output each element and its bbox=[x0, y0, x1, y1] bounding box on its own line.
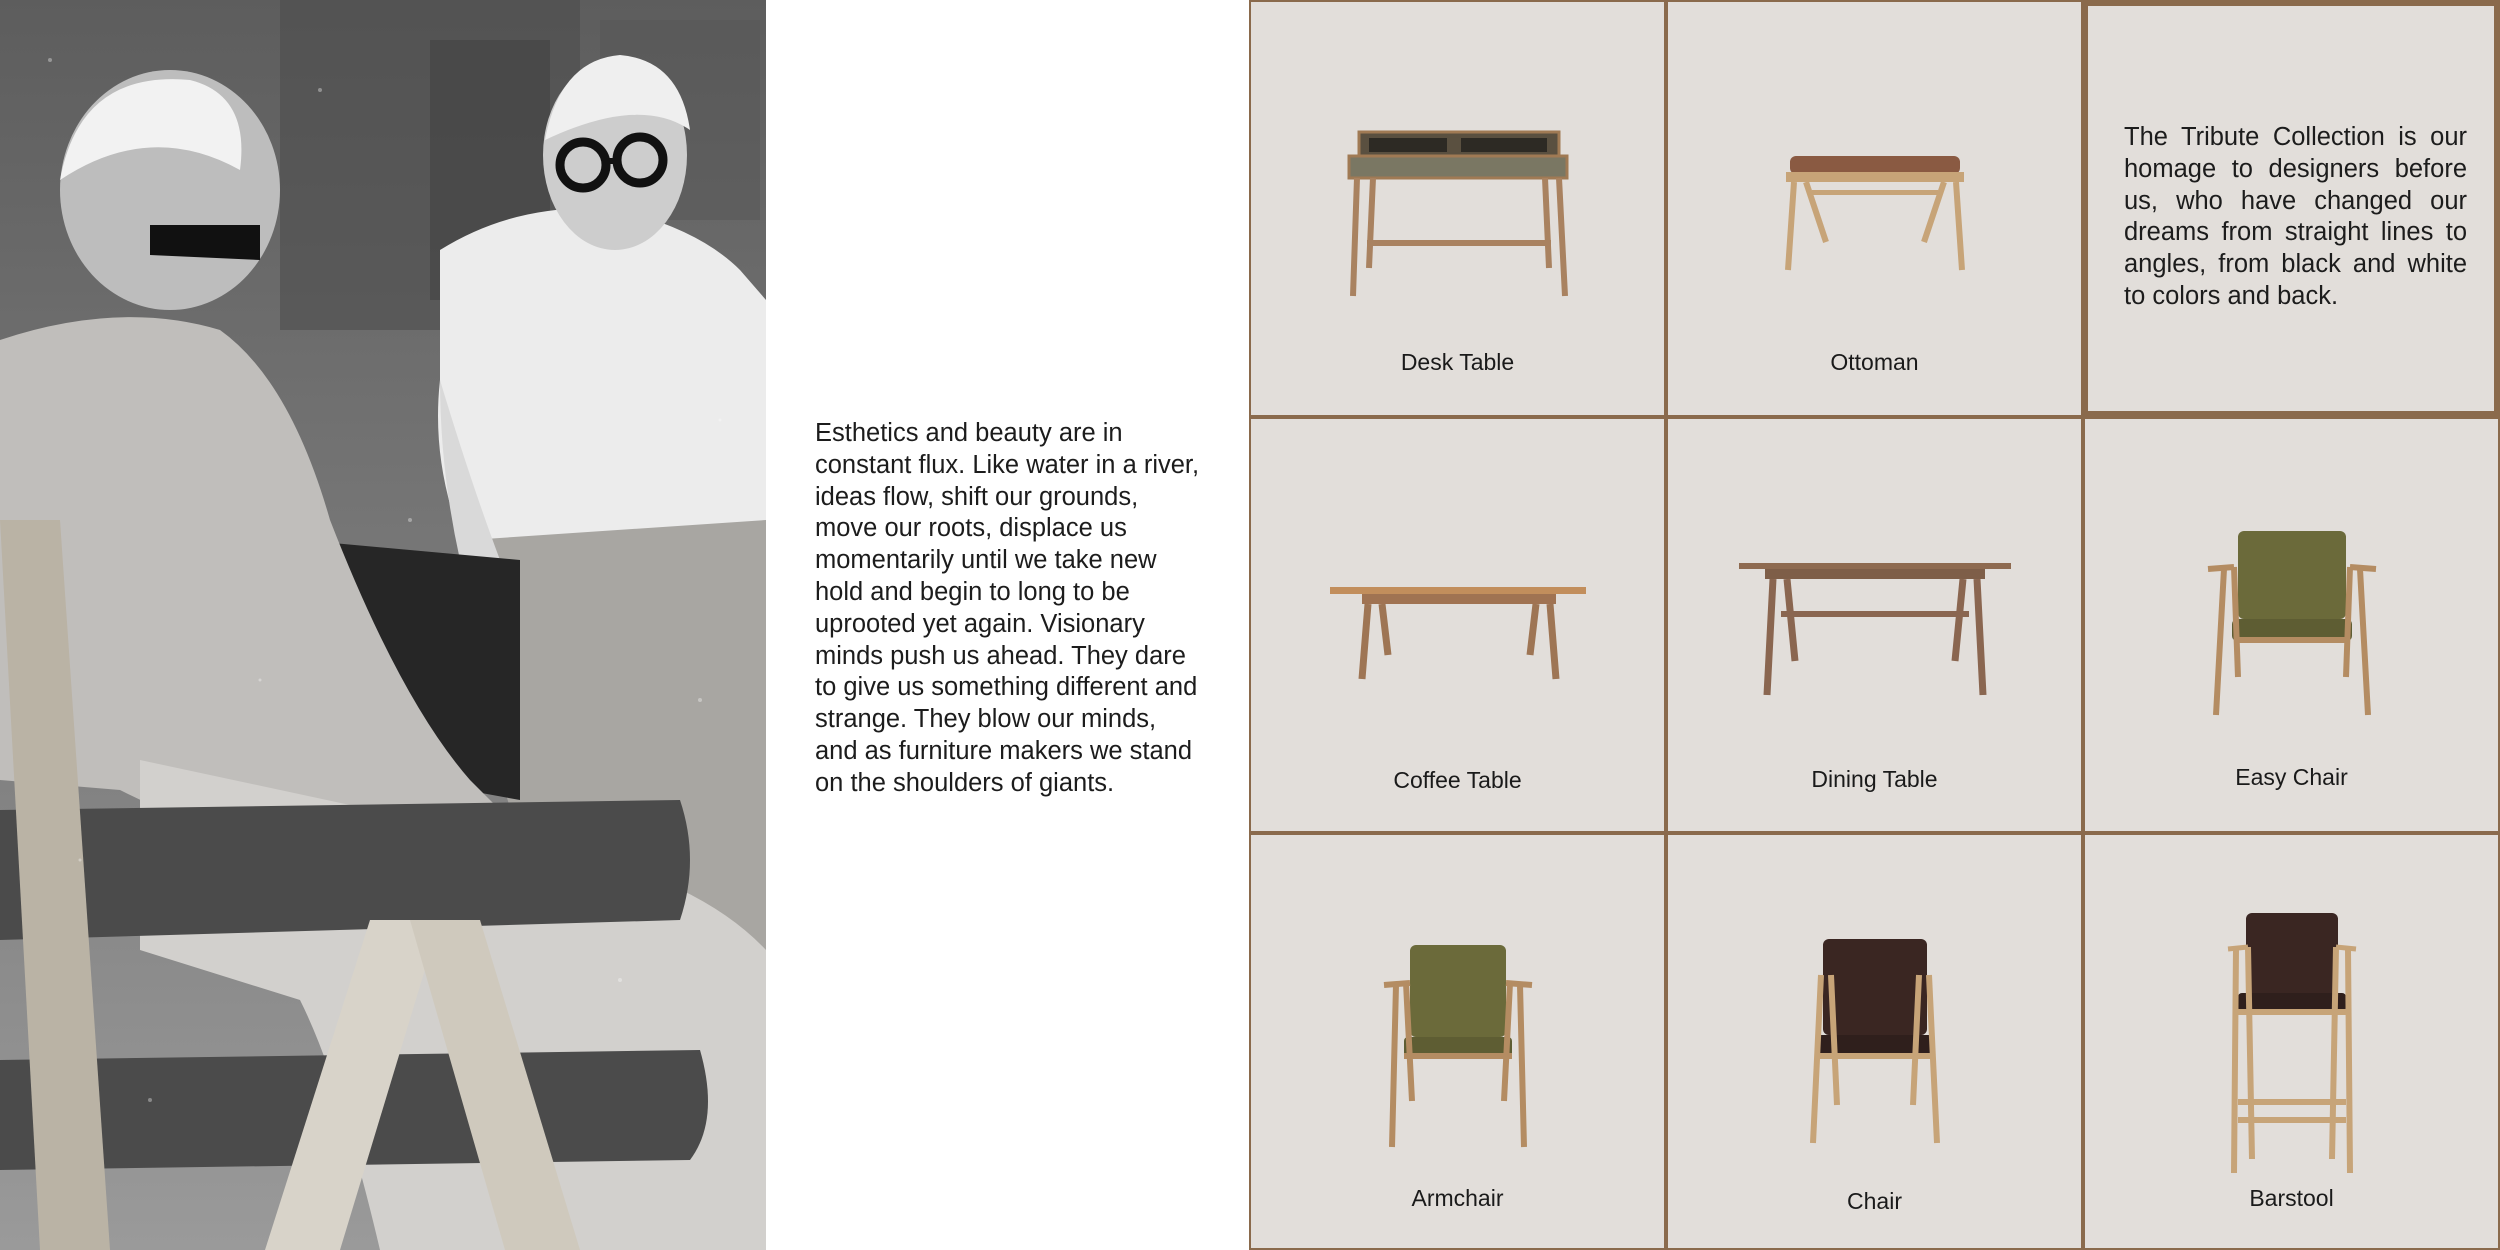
product-label: Barstool bbox=[2249, 1185, 2334, 1211]
product-label: Armchair bbox=[1411, 1185, 1504, 1211]
armchair-icon bbox=[1382, 941, 1534, 1149]
product-card-ottoman[interactable] bbox=[1666, 0, 2083, 417]
product-grid bbox=[1249, 0, 2500, 1250]
product-card-desk-table[interactable] bbox=[1249, 0, 1666, 417]
product-label: Chair bbox=[1847, 1188, 1902, 1214]
dining-table-icon bbox=[1737, 561, 2013, 697]
coffee-table-icon bbox=[1328, 585, 1588, 681]
product-card-dining-table[interactable] bbox=[1666, 417, 2083, 833]
product-card-barstool[interactable] bbox=[2083, 833, 2500, 1250]
product-card-easy-chair[interactable] bbox=[2083, 417, 2500, 833]
chair-icon bbox=[1805, 935, 1945, 1145]
tribute-collection-card bbox=[2083, 0, 2500, 417]
product-label: Easy Chair bbox=[2235, 764, 2348, 790]
product-label: Dining Table bbox=[1811, 766, 1938, 792]
intro-paragraph: Esthetics and beauty are in constant flux. Like water in a river, ideas flow, shift our grounds, move our roots, displace us momentarily until we take new hold and begin to long to be uprooted yet again. Visionary minds push us ahead. They dare to give us something different and strange. They blow our minds, and as furniture makers we stand on the shoulders of giants. bbox=[815, 419, 1200, 797]
product-label: Ottoman bbox=[1830, 349, 1919, 375]
ottoman-icon bbox=[1782, 152, 1968, 272]
product-label: Coffee Table bbox=[1393, 767, 1522, 793]
product-card-coffee-table[interactable] bbox=[1249, 417, 1666, 833]
product-card-armchair[interactable] bbox=[1249, 833, 1666, 1250]
desk-table-icon bbox=[1345, 128, 1571, 298]
product-card-chair[interactable] bbox=[1666, 833, 2083, 1250]
tribute-paragraph: The Tribute Collection is our homage to designers before us, who have changed our dreams from straight lines to angles, from black and white to colors and back. bbox=[2124, 123, 2467, 310]
easy-chair-icon bbox=[2204, 527, 2380, 719]
product-label: Desk Table bbox=[1400, 349, 1515, 375]
archival-photo bbox=[0, 0, 766, 1250]
barstool-icon bbox=[2224, 909, 2360, 1175]
